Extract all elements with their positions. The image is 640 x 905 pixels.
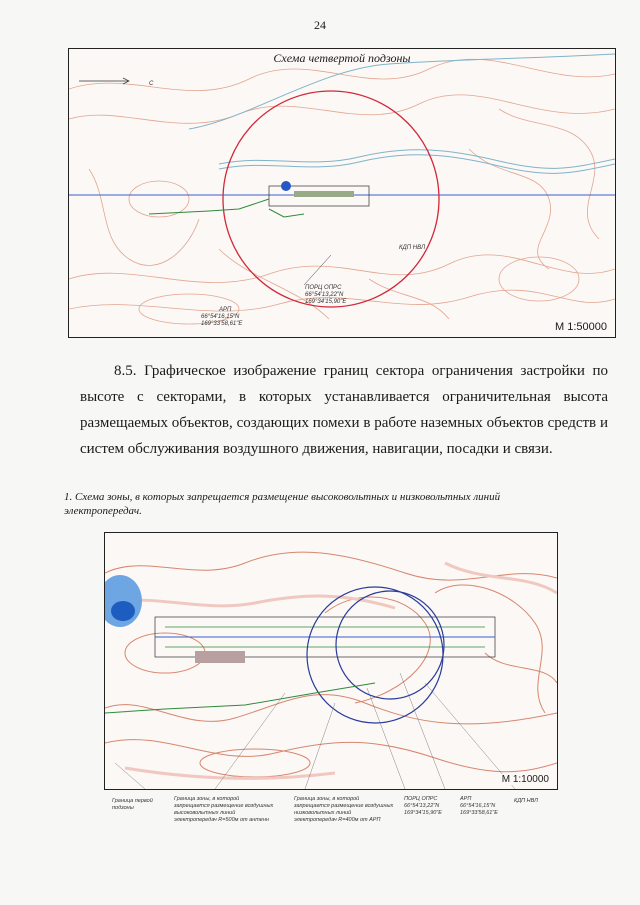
legend-zone-highvoltage: Граница зоны, в которой запрещается размещение воздушных высоковольтных линий электропередач R=500м от антенн	[174, 796, 274, 823]
map-title: Схема четвертой подзоны	[273, 51, 411, 65]
porch-label: ПОРЦ ОПРС	[305, 285, 342, 291]
legend-porch: ПОРЦ ОПРС 66°54'13,22"N 169°34'15,90"E	[404, 796, 442, 816]
airfield	[269, 181, 369, 206]
legend-arp: АРП 66°54'16,15"N 169°33'58,61"E	[460, 796, 498, 816]
page-number: 24	[314, 18, 326, 32]
section-text	[80, 358, 608, 462]
figure-caption: 1. Схема зоны, в которых запрещается размещение высоковольтных и низковольтных линий электропередач.	[64, 491, 501, 517]
section-paragraph: 8.5. Графическое изображение границ сектора ограничения застройки по высоте с секторами, в которых устанавливается ограничительная высота размещаемых объектов, создающих помехи в работе наземных объектов средств и систем обслуживания воздушного движения, навигации, посадки и связи.	[80, 363, 608, 457]
water-body	[281, 181, 291, 191]
north-label: С	[149, 81, 154, 87]
zone-circle-500	[307, 587, 443, 723]
arp-lon: 169°33'58,61"E	[201, 321, 243, 327]
porch-lon: 169°34'15,90"E	[305, 299, 347, 305]
legend-zone-lowvoltage: Граница зоны, в которой запрещается размещение воздушных низковольтных линий электропередач R=400м от АРП	[294, 796, 394, 823]
power-line-zone-graphic	[105, 533, 557, 789]
contour-lines	[105, 552, 557, 777]
leader-lines	[115, 673, 515, 789]
legend-boundary: Граница первой подзоны	[112, 798, 153, 811]
fourth-subzone-map-graphic	[69, 49, 615, 337]
road	[105, 683, 375, 713]
lake-dark	[111, 601, 135, 621]
porch-lat: 66°54'13,22"N	[305, 292, 344, 298]
arp-lat: 66°54'16,15"N	[201, 314, 240, 320]
map-scale: М 1:50000	[555, 321, 607, 333]
river	[189, 54, 615, 173]
map-scale: М 1:10000	[501, 774, 549, 785]
arp-label: АРП	[219, 307, 232, 313]
thick-contour-lines	[105, 563, 557, 778]
map-legend	[104, 792, 556, 852]
kdp-label: КДП НВЛ	[399, 245, 426, 251]
fourth-subzone-map	[68, 48, 616, 338]
road	[149, 199, 269, 214]
power-line-zone-map	[104, 532, 558, 790]
legend-kdp: КДП НВЛ	[514, 798, 538, 804]
